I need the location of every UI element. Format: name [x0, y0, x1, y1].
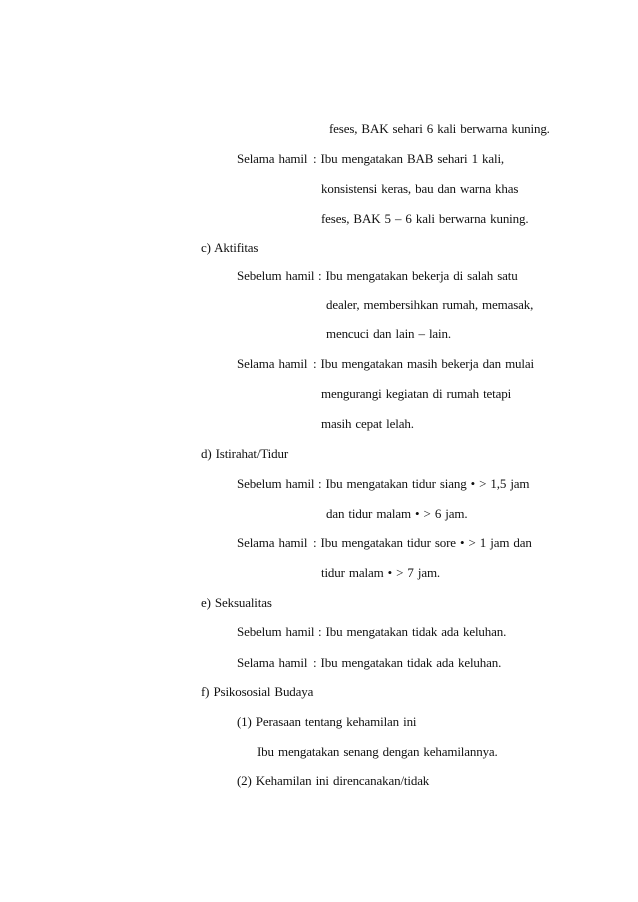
- text-line: feses, BAK sehari 6 kali berwarna kuning.: [329, 121, 550, 136]
- text-line: mencuci dan lain – lain.: [326, 326, 451, 341]
- text-line: feses, BAK 5 – 6 kali berwarna kuning.: [321, 211, 529, 226]
- text-line: tidur malam • > 7 jam.: [321, 565, 441, 580]
- text-line: : Ibu mengatakan masih bekerja dan mulai: [313, 356, 534, 371]
- text-line: mengurangi kegiatan di rumah tetapi: [321, 386, 512, 401]
- text-line: Ibu mengatakan senang dengan kehamilannya.: [257, 744, 498, 759]
- field-label: Selama hamil: [237, 151, 308, 166]
- field-label: Sebelum hamil: [237, 476, 315, 491]
- section-heading: c) Aktifitas: [201, 240, 259, 255]
- text-line: : Ibu mengatakan bekerja di salah satu: [318, 268, 518, 283]
- text-line: : Ibu mengatakan tidak ada keluhan.: [318, 624, 507, 639]
- field-label: Sebelum hamil: [237, 624, 315, 639]
- section-heading: d) Istirahat/Tidur: [201, 446, 289, 461]
- field-label: Selama hamil: [237, 535, 308, 550]
- text-line: : Ibu mengatakan tidak ada keluhan.: [313, 655, 502, 670]
- text-line: : Ibu mengatakan tidur sore • > 1 jam dan: [313, 535, 532, 550]
- text-line: dan tidur malam • > 6 jam.: [326, 506, 468, 521]
- field-label: Sebelum hamil: [237, 268, 315, 283]
- text-line: konsistensi keras, bau dan warna khas: [321, 181, 519, 196]
- text-line: : Ibu mengatakan BAB sehari 1 kali,: [313, 151, 505, 166]
- field-label: Selama hamil: [237, 655, 308, 670]
- text-line: : Ibu mengatakan tidur siang • > 1,5 jam: [318, 476, 530, 491]
- text-line: dealer, membersihkan rumah, memasak,: [326, 297, 534, 312]
- field-label: Selama hamil: [237, 356, 308, 371]
- text-line: masih cepat lelah.: [321, 416, 414, 431]
- text-line: (1) Perasaan tentang kehamilan ini: [237, 714, 417, 729]
- section-heading: f) Psikososial Budaya: [201, 684, 314, 699]
- text-line: (2) Kehamilan ini direncanakan/tidak: [237, 773, 430, 788]
- section-heading: e) Seksualitas: [201, 595, 272, 610]
